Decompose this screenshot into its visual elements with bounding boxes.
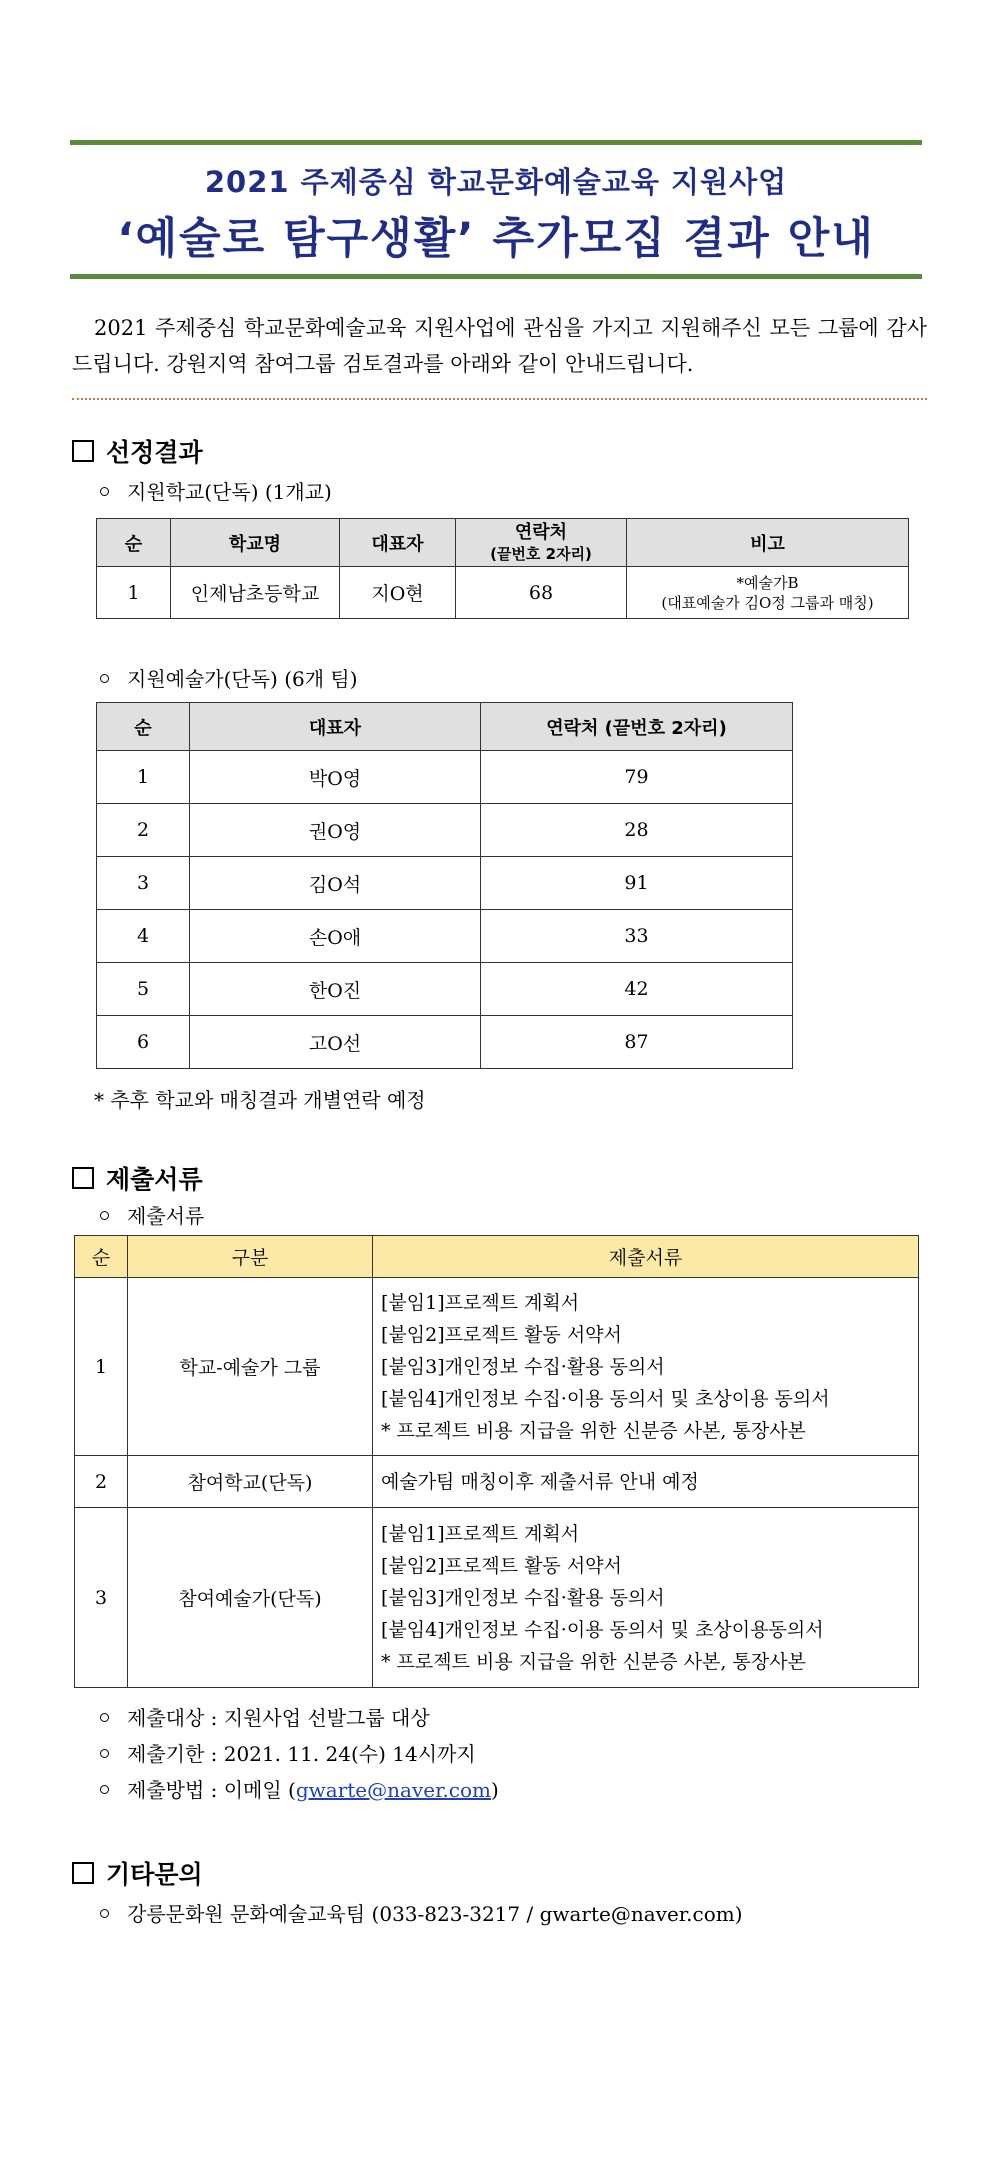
document-line: [붙임2]프로젝트 활동 서약서 [381,1323,622,1346]
bullet-icon [100,487,109,496]
document-line: [붙임4]개인정보 수집·이용 동의서 및 초상이용 동의서 [381,1387,830,1410]
col-header-rep: 대표자 [190,703,481,751]
submit-method: 제출방법 : 이메일 (gwarte@naver.com) [100,1774,499,1803]
col-header-note: 비고 [627,519,909,567]
bullet-icon [100,1909,109,1918]
col-header-contact [456,519,627,567]
checkbox-square-icon [72,1167,94,1189]
cell-category: 참여예술가(단독) [128,1508,373,1688]
submit-target: 제출대상 : 지원사업 선발그룹 대상 [100,1702,430,1731]
cell-no: 2 [97,804,190,857]
document-line: [붙임2]프로젝트 활동 서약서 [381,1554,622,1577]
contact-header-line1: 연락처 [514,521,568,543]
dotted-divider [72,398,927,400]
col-header-documents: 제출서류 [373,1236,919,1278]
cell-documents [373,1456,919,1508]
cell-rep: 지O현 [340,567,456,619]
school-label: 지원학교(단독) (1개교) [100,476,332,505]
document-line: [붙임1]프로젝트 계획서 [381,1291,580,1314]
table-row [97,804,793,857]
note-line2: (대표예술가 김O정 그룹과 매칭) [661,593,874,612]
bottom-rule [70,274,922,279]
table-row [75,1278,919,1456]
school-table [96,518,909,619]
col-header-no: 순 [75,1236,128,1278]
document-line: * 프로젝트 비용 지급을 위한 신분증 사본, 통장사본 [381,1419,806,1442]
table-row [97,567,909,619]
cell-rep: 한O진 [190,963,481,1016]
cell-contact: 33 [481,910,793,963]
document-line: [붙임4]개인정보 수집·이용 동의서 및 초상이용동의서 [381,1618,824,1641]
cell-no: 1 [75,1278,128,1456]
table-row [75,1456,919,1508]
submit-deadline: 제출기한 : 2021. 11. 24(수) 14시까지 [100,1738,476,1767]
cell-rep: 김O석 [190,857,481,910]
cell-note [627,567,909,619]
section-heading-selection: 선정결과 [72,433,203,469]
documents-table [74,1235,919,1688]
bullet-icon [100,1211,109,1220]
cell-contact: 28 [481,804,793,857]
cell-no: 6 [97,1016,190,1069]
cell-no: 1 [97,567,171,619]
cell-rep: 박O영 [190,751,481,804]
document-line: [붙임3]개인정보 수집·활용 동의서 [381,1355,665,1378]
document-line: * 프로젝트 비용 지급을 위한 신분증 사본, 통장사본 [381,1650,806,1673]
note-line1: *예술가B [736,573,799,592]
artist-table [96,702,793,1069]
documents-label: 제출서류 [100,1200,204,1229]
checkbox-square-icon [72,1862,94,1884]
cell-no: 3 [97,857,190,910]
document-line: 예술가팀 매칭이후 제출서류 안내 예정 [381,1470,699,1493]
bullet-icon [100,674,109,683]
table-row [97,910,793,963]
artist-label: 지원예술가(단독) (6개 팀) [100,663,358,692]
bullet-icon [100,1749,109,1758]
col-header-category: 구분 [128,1236,373,1278]
cell-no: 5 [97,963,190,1016]
intro-paragraph: 2021 주제중심 학교문화예술교육 지원사업에 관심을 가지고 지원해주신 모든 그룹에 감사드립니다. 강원지역 참여그룹 검토결과를 아래와 같이 안내드립니다. [72,316,927,376]
table-row [97,857,793,910]
matching-footnote: * 추후 학교와 매칭결과 개별연락 예정 [94,1088,426,1112]
section-heading-inquiry: 기타문의 [72,1855,203,1891]
cell-documents [373,1508,919,1688]
cell-no: 4 [97,910,190,963]
cell-no: 3 [75,1508,128,1688]
table-row [97,751,793,804]
cell-contact: 79 [481,751,793,804]
cell-rep: 권O영 [190,804,481,857]
table-row [97,963,793,1016]
cell-documents [373,1278,919,1456]
inquiry-contact: 강릉문화원 문화예술교육팀 (033-823-3217 / gwarte@naver.com) [100,1898,743,1927]
cell-contact: 87 [481,1016,793,1069]
cell-contact: 42 [481,963,793,1016]
cell-rep: 고O선 [190,1016,481,1069]
top-rule [70,140,922,145]
col-header-no: 순 [97,703,190,751]
page-title-line1: 2021 주제중심 학교문화예술교육 지원사업 [204,165,788,199]
email-link[interactable]: gwarte@naver.com [295,1778,492,1802]
table-row [75,1508,919,1688]
document-line: [붙임3]개인정보 수집·활용 동의서 [381,1586,665,1609]
cell-category: 참여학교(단독) [128,1456,373,1508]
cell-contact: 68 [456,567,627,619]
cell-category: 학교-예술가 그룹 [128,1278,373,1456]
cell-contact: 91 [481,857,793,910]
bullet-icon [100,1713,109,1722]
table-row [97,1016,793,1069]
cell-school: 인제남초등학교 [171,567,340,619]
cell-no: 1 [97,751,190,804]
section-heading-documents: 제출서류 [72,1160,203,1196]
col-header-no: 순 [97,519,171,567]
col-header-school: 학교명 [171,519,340,567]
col-header-contact: 연락처 (끝번호 2자리) [481,703,793,751]
document-line: [붙임1]프로젝트 계획서 [381,1522,580,1545]
cell-rep: 손O애 [190,910,481,963]
contact-header-line2: (끝번호 2자리) [490,544,592,563]
page-title-line2: ‘예술로 탐구생활’ 추가모집 결과 안내 [117,214,875,264]
cell-no: 2 [75,1456,128,1508]
col-header-rep: 대표자 [340,519,456,567]
bullet-icon [100,1785,109,1794]
checkbox-square-icon [72,440,94,462]
